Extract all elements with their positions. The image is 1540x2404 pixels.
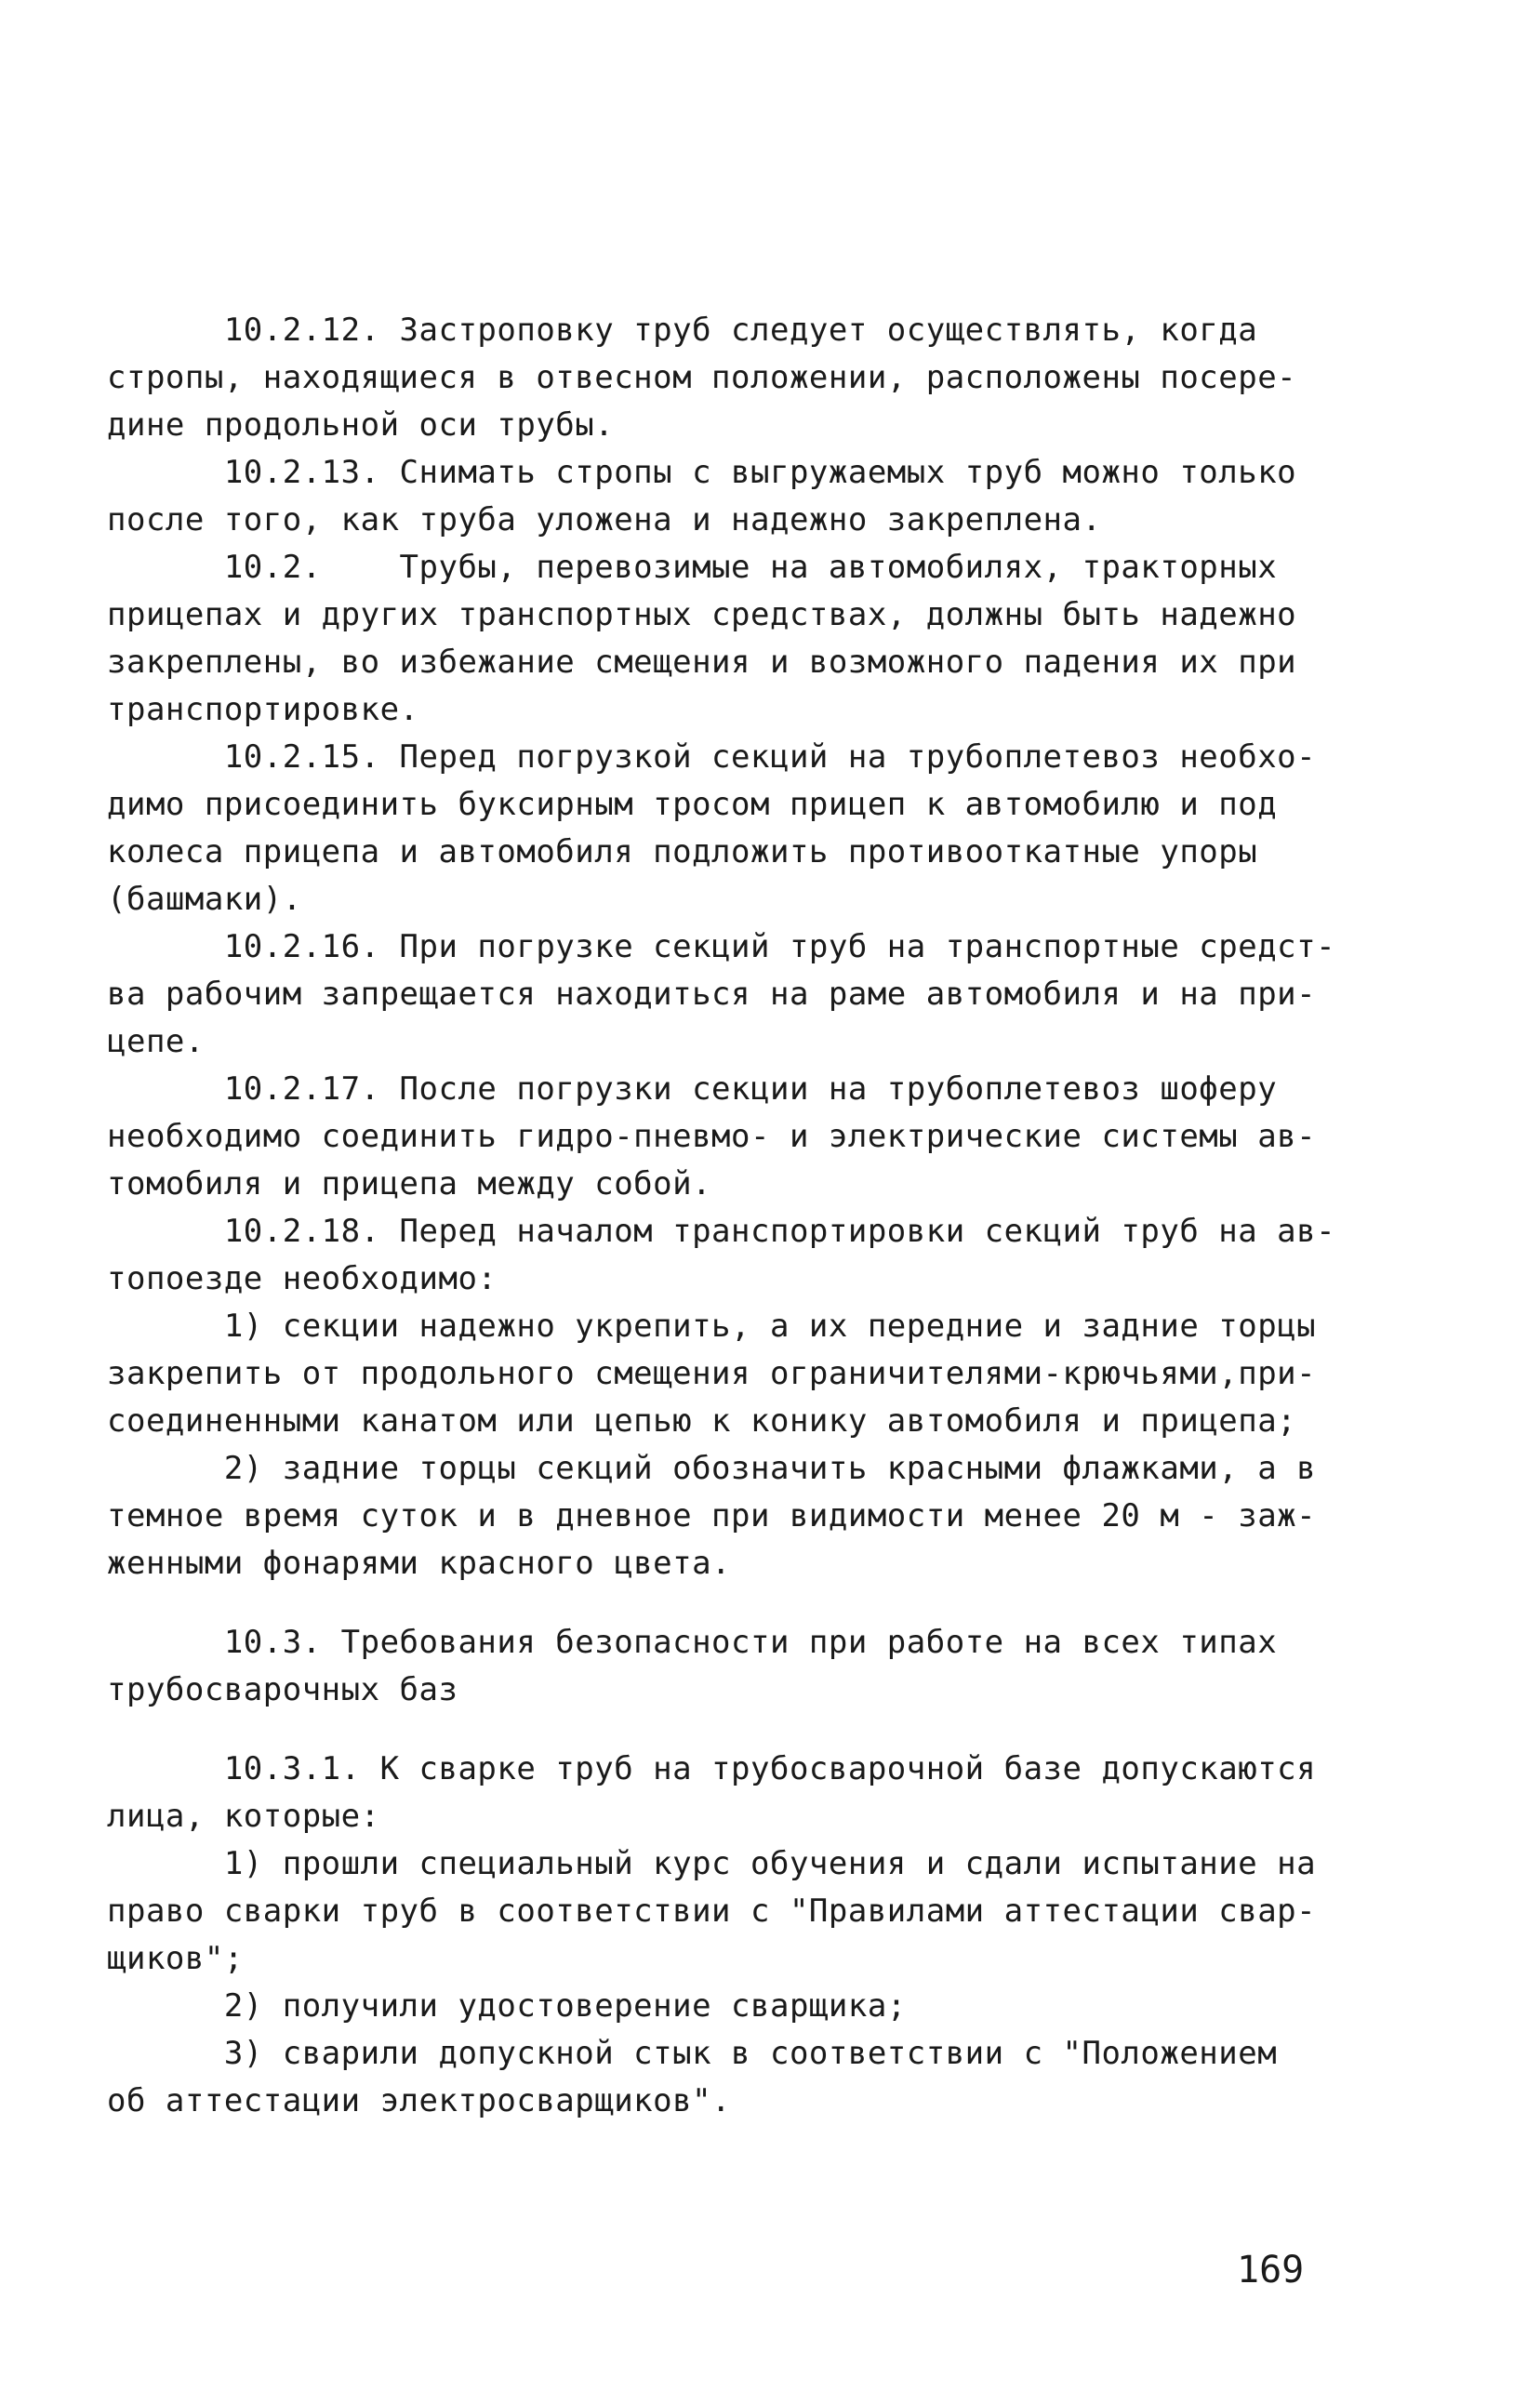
text-line: стропы, находящиеся в отвесном положении, расположены посере- xyxy=(107,359,1297,396)
text-line: ва рабочим запрещается находиться на раме автомобиля и на при- xyxy=(107,976,1317,1013)
text-line: транспортировке. xyxy=(107,691,419,728)
text-line: 10.2. Трубы, перевозимые на автомобилях, тракторных xyxy=(107,549,1278,586)
text-line: 10.2.12. Застроповку труб следует осуществлять, когда xyxy=(107,312,1258,349)
text-line: 3) сварили допускной стык в соответствии с "Положением xyxy=(107,2035,1278,2072)
text-line: 10.2.15. Перед погрузкой секций на трубоплетевоз необхо- xyxy=(107,738,1317,776)
section-gap xyxy=(107,1587,1307,1619)
text-line: дине продольной оси трубы. xyxy=(107,406,615,444)
section-heading-line: трубосварочных баз xyxy=(107,1671,458,1708)
text-line: цепе. xyxy=(107,1023,205,1060)
text-line: 10.2.13. Снимать стропы с выгружаемых труб можно только xyxy=(107,454,1297,491)
text-line: женными фонарями красного цвета. xyxy=(107,1545,732,1582)
text-line: прицепах и других транспортных средствах, должны быть надежно xyxy=(107,596,1297,633)
text-line: об аттестации электросварщиков". xyxy=(107,2082,732,2119)
text-line: томобиля и прицепа между собой. xyxy=(107,1165,712,1202)
text-line: закреплены, во избежание смещения и возможного падения их при xyxy=(107,644,1297,681)
body-text xyxy=(107,307,1336,2125)
text-line: щиков"; xyxy=(107,1940,244,1977)
text-line: 2) задние торцы секций обозначить красными флажками, а в xyxy=(107,1450,1317,1487)
text-line: 10.3.1. К сварке труб на трубосварочной базе допускаются xyxy=(107,1750,1317,1787)
text-line: 10.2.18. Перед началом транспортировки секций труб на ав- xyxy=(107,1213,1336,1250)
text-line: топоезде необходимо: xyxy=(107,1260,498,1297)
text-line: 10.2.16. При погрузке секций труб на транспортные средст- xyxy=(107,928,1336,965)
text-line: колеса прицепа и автомобиля подложить противооткатные упоры xyxy=(107,833,1258,870)
section-heading-line: 10.3. Требования безопасности при работе на всех типах xyxy=(107,1624,1278,1661)
section-gap xyxy=(107,1714,1307,1746)
text-line: 2) получили удостоверение сварщика; xyxy=(107,1987,907,2025)
text-line: необходимо соединить гидро-пневмо- и электрические системы ав- xyxy=(107,1118,1317,1155)
text-line: соединенными канатом или цепью к конику автомобиля и прицепа; xyxy=(107,1402,1297,1440)
text-line: лица, которые: xyxy=(107,1798,380,1835)
text-line: (башмаки). xyxy=(107,881,302,918)
text-line: димо присоединить буксирным тросом прицеп к автомобилю и под xyxy=(107,786,1278,823)
text-line: закрепить от продольного смещения ограничителями-крючьями,при- xyxy=(107,1355,1317,1392)
text-line: темное время суток и в дневное при видимости менее 20 м - заж- xyxy=(107,1497,1317,1534)
page-number: 169 xyxy=(1237,2249,1305,2291)
text-line: 1) прошли специальный курс обучения и сдали испытание на xyxy=(107,1845,1317,1882)
text-line: право сварки труб в соответствии с "Правилами аттестации свар- xyxy=(107,1893,1317,1930)
text-line: 10.2.17. После погрузки секции на трубоплетевоз шоферу xyxy=(107,1070,1278,1108)
text-line: после того, как труба уложена и надежно закреплена. xyxy=(107,501,1102,538)
text-line: 1) секции надежно укрепить, а их передние и задние торцы xyxy=(107,1308,1317,1345)
